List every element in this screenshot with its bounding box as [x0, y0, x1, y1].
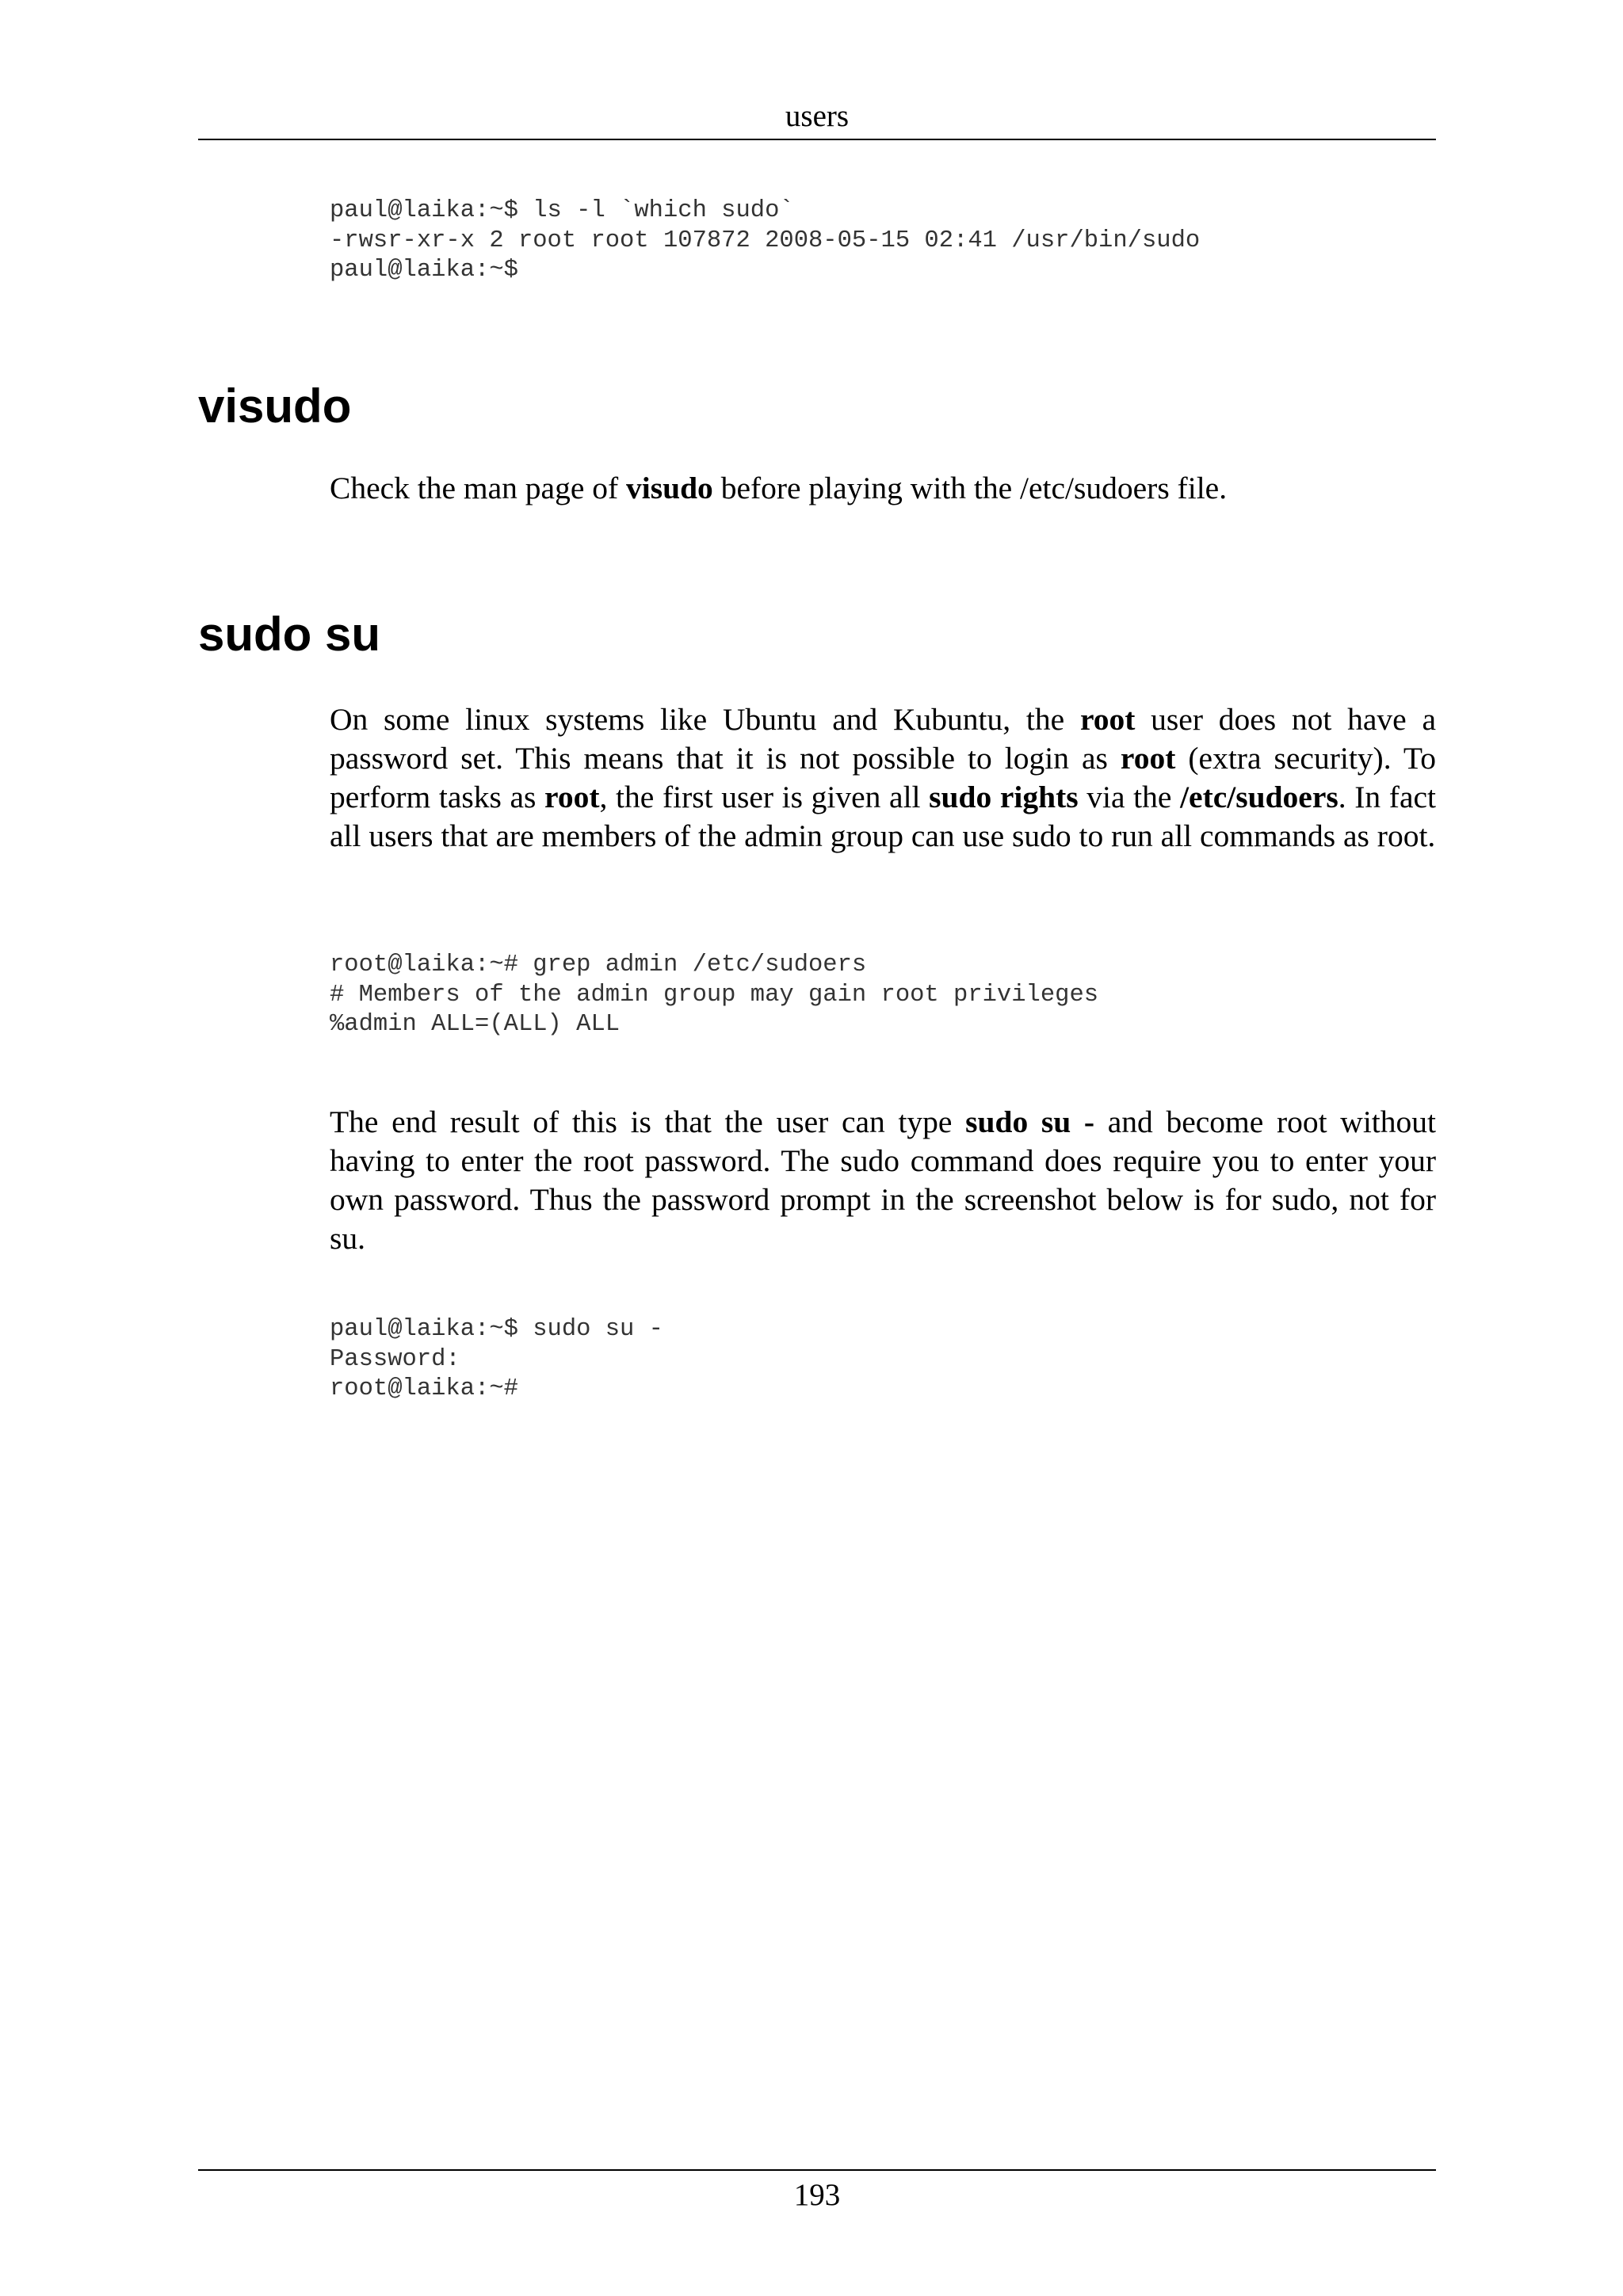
- code-line: paul@laika:~$ sudo su -: [330, 1316, 663, 1343]
- text-run: On some linux systems like Ubuntu and Kubuntu, the: [330, 702, 1080, 737]
- header-rule: [198, 139, 1436, 140]
- section-heading-visudo: visudo: [198, 379, 352, 433]
- code-line: root@laika:~# grep admin /etc/sudoers: [330, 952, 867, 978]
- code-line: root@laika:~#: [330, 1375, 518, 1402]
- page-number: 193: [793, 2178, 841, 2212]
- bold-run: root: [544, 780, 600, 814]
- bold-run: /etc/sudoers: [1180, 780, 1338, 814]
- sudo-su-paragraph-2: [330, 1103, 1436, 1258]
- bold-run: root: [1079, 702, 1136, 737]
- code-block-grep-admin: [330, 951, 1098, 1040]
- sudo-su-paragraph-1: [330, 700, 1436, 856]
- text-run: , the first user is given all: [599, 780, 930, 814]
- text-run: via the: [1078, 780, 1181, 814]
- code-line: %admin ALL=(ALL) ALL: [330, 1011, 621, 1038]
- section-heading-sudo-su: sudo su: [198, 608, 381, 661]
- code-block-which-sudo: [330, 196, 1200, 286]
- text-run: user does not have a password set. This means that it is not possible to login as: [330, 702, 1436, 776]
- bold-run: sudo su -: [965, 1104, 1095, 1139]
- code-line: paul@laika:~$ ls -l `which sudo`: [330, 197, 794, 224]
- bold-run: root: [1120, 741, 1176, 776]
- visudo-paragraph: [330, 469, 1436, 508]
- code-line: -rwsr-xr-x 2 root root 107872 2008-05-15 02:41 /usr/bin/sudo: [330, 227, 1201, 254]
- text-run: The end result of this is that the user can type: [330, 1104, 966, 1139]
- text-run: before playing with the /etc/sudoers file.: [712, 471, 1228, 505]
- code-line: # Members of the admin group may gain root privileges: [330, 981, 1099, 1009]
- code-block-sudo-su: [330, 1315, 663, 1405]
- text-run: . In fact all users that are members of the admin group can use sudo to run all commands as root.: [330, 780, 1436, 853]
- bold-run: visudo: [626, 471, 713, 505]
- text-run: (extra security). To perform tasks as: [330, 741, 1436, 814]
- code-line: paul@laika:~$: [330, 257, 518, 284]
- footer-rule: [198, 2169, 1436, 2171]
- running-header: users: [785, 99, 850, 133]
- bold-run: sudo rights: [929, 780, 1079, 814]
- text-run: Check the man page of: [330, 471, 627, 505]
- text-run: and become root without having to enter the root password. The sudo command does require you to enter your own password. Thus the password prompt in the screenshot below is for sudo, not for su.: [330, 1104, 1436, 1256]
- code-line: Password:: [330, 1345, 460, 1373]
